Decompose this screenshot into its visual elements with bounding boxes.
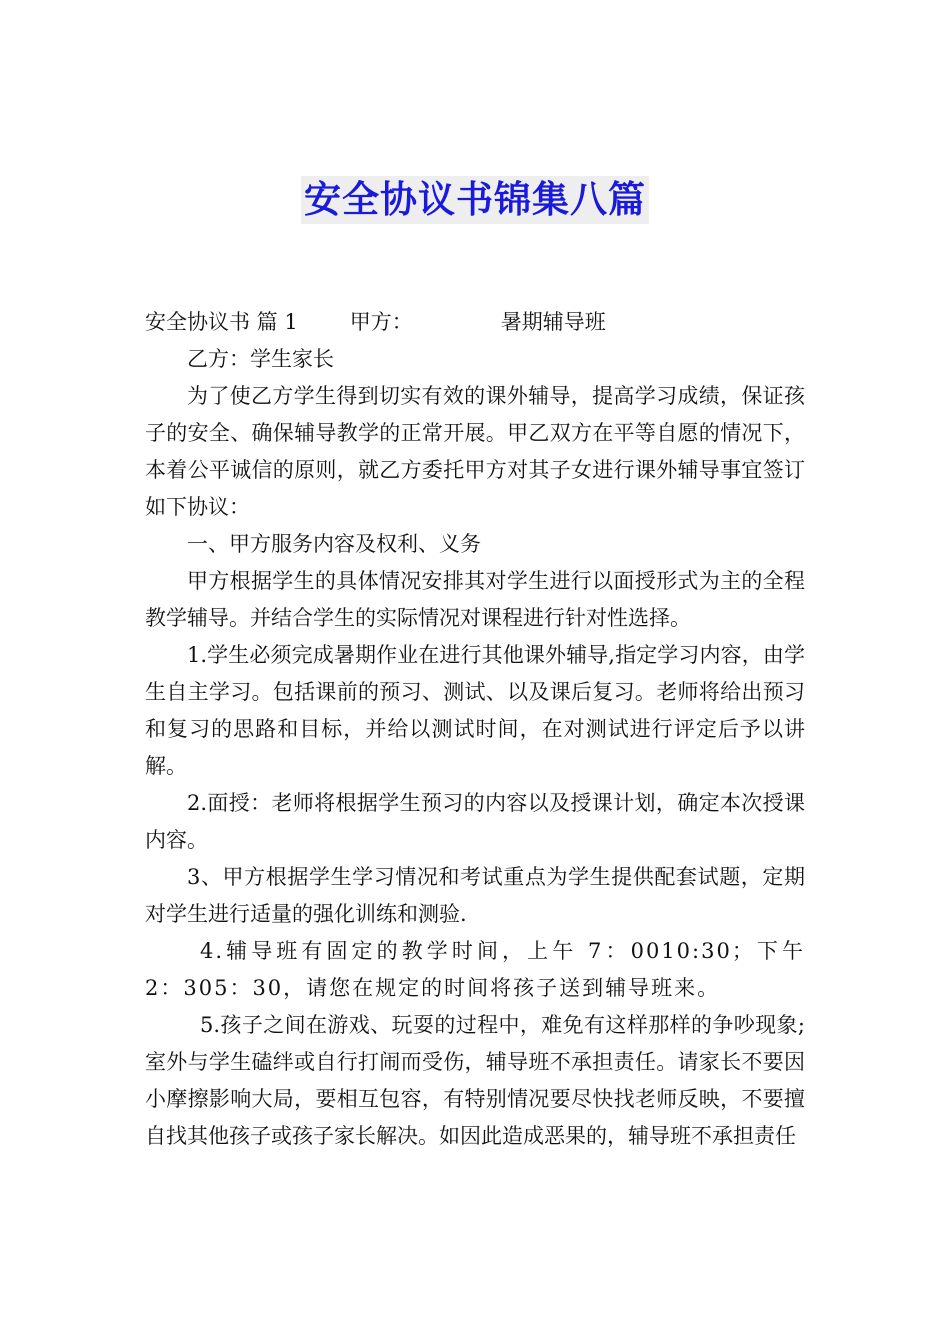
paragraph: 甲方根据学生的具体情况安排其对学生进行以面授形式为主的全程教学辅导。并结合学生的实际情况对课程进行针对性选择。 <box>145 569 805 630</box>
party-a-label: 甲方： <box>349 310 413 334</box>
section-label: 安全协议书 篇 1 <box>145 310 298 334</box>
paragraph: 4.辅导班有固定的教学时间，上午 7：0010:30；下午 2：305：30，请您在规定的时间将孩子送到辅导班来。 <box>145 939 805 1000</box>
party-a-value: 暑期辅导班 <box>500 310 606 334</box>
paragraph: 一、甲方服务内容及权利、义务 <box>187 532 481 556</box>
paragraph: 为了使乙方学生得到切实有效的课外辅导，提高学习成绩，保证孩子的安全、确保辅导教学的正常开展。甲乙双方在平等自愿的情况下，本着公平诚信的原则，就乙方委托甲方对其子女进行课外辅导事宜签订如下协议： <box>145 384 805 519</box>
paragraph: 乙方：学生家长 <box>187 347 334 371</box>
document-body <box>145 304 805 1155</box>
header-line <box>145 304 805 341</box>
paragraph: 5.孩子之间在游戏、玩耍的过程中，难免有这样那样的争吵现象;室外与学生磕绊或自行打闹而受伤，辅导班不承担责任。请家长不要因小摩擦影响大局，要相互包容，有特别情况要尽快找老师反映，不要擅自找其他孩子或孩子家长解决。如因此造成恶果的，辅导班不承担责任 <box>145 1013 805 1148</box>
paragraph: 3、甲方根据学生学习情况和考试重点为学生提供配套试题，定期对学生进行适量的强化训练和测验. <box>145 865 805 926</box>
document-title: 安全协议书锦集八篇 <box>301 176 649 224</box>
paragraph: 2.面授：老师将根据学生预习的内容以及授课计划，确定本次授课内容。 <box>145 791 805 852</box>
title-wrap <box>0 176 950 224</box>
paragraph: 1.学生必须完成暑期作业在进行其他课外辅导,指定学习内容，由学生自主学习。包括课前的预习、测试、以及课后复习。老师将给出预习和复习的思路和目标，并给以测试时间，在对测试进行评定后予以讲解。 <box>145 643 805 778</box>
